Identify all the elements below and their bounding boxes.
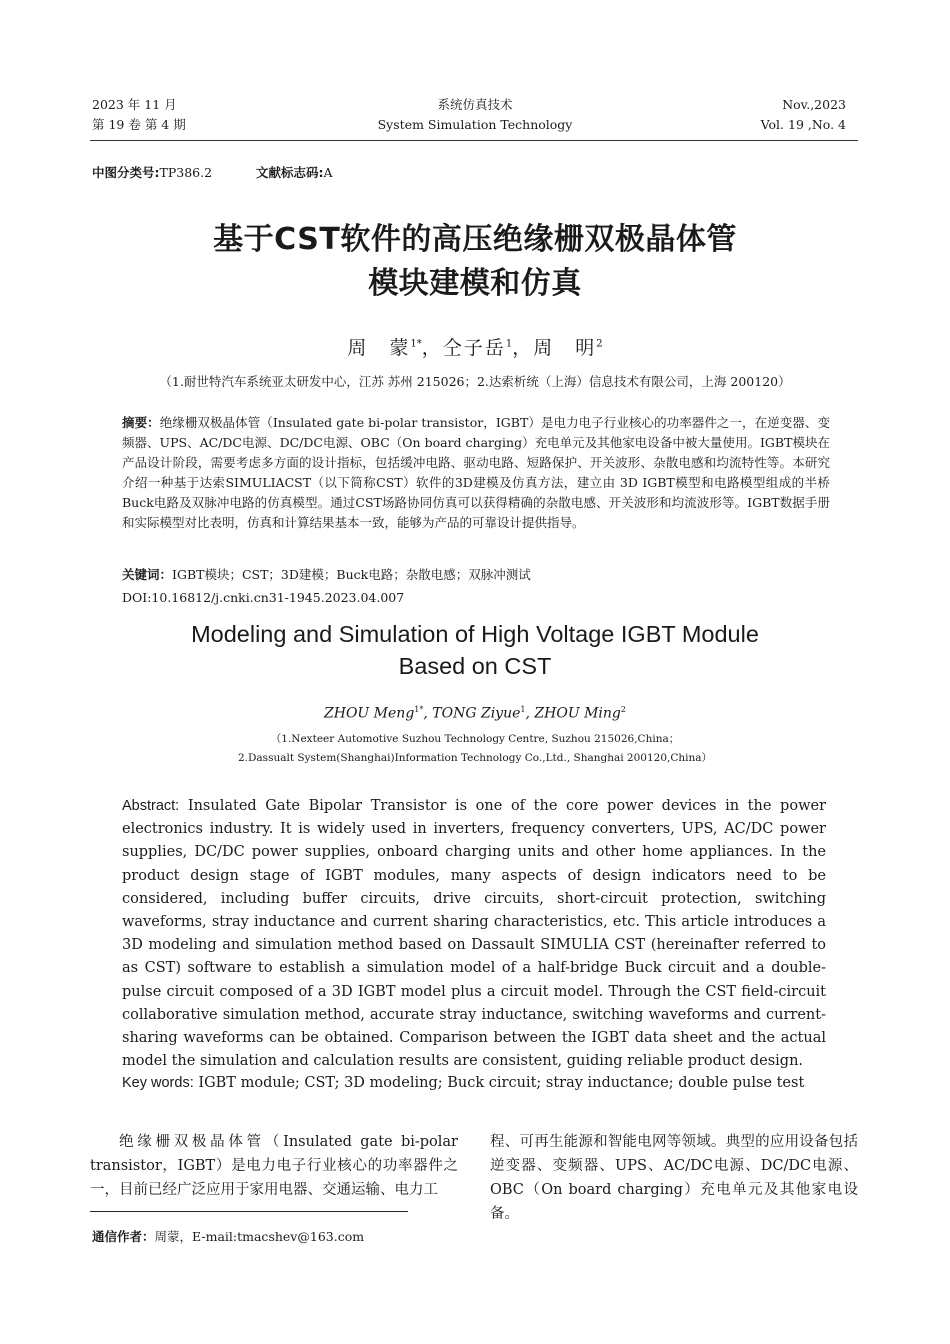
header-date-en: Nov.,2023	[782, 97, 846, 112]
footnote-label: 通信作者：	[92, 1229, 155, 1244]
keywords-cn	[122, 565, 531, 583]
author-3-en-affil: 2	[620, 705, 626, 714]
title-en	[0, 618, 950, 682]
doi: DOI:10.16812/j.cnki.cn31-1945.2023.04.007	[122, 590, 405, 605]
author-2-en: TONG Ziyue	[432, 705, 521, 722]
keywords-en-label: Key words:	[122, 1075, 194, 1091]
title-cn	[0, 218, 950, 306]
classification-line	[92, 163, 333, 181]
header-issue-en	[761, 95, 846, 135]
affiliation-cn: （1.耐世特汽车系统亚太研发中心，江苏 苏州 215026；2.达索析统（上海）信息技术有限公司，上海 200120）	[159, 374, 791, 389]
doc-code-label: 文献标志码:	[256, 165, 324, 180]
author-2-en-affil: 1	[520, 705, 526, 714]
abstract-en	[122, 795, 826, 1073]
author-1-cn-affil: 1*	[410, 338, 422, 350]
keywords-cn-label: 关键词：	[122, 567, 173, 582]
header-journal-en: System Simulation Technology	[377, 117, 573, 132]
abstract-cn-text: 绝缘栅双极晶体管（Insulated gate bi-polar transistor，IGBT）是电力电子行业核心的功率器件之一，在逆变器、变频器、UPS、AC/DC电源、DC/DC电源、OBC（On board charging）充电单元及其他家电设备中被大量使用。IGBT模块在产品设计阶段，需要考虑多方面的设计指标，包括缓冲电路、驱动电路、短路保护、开关波形、杂散电感和均流特性等。本研究介绍一种基于达索SIMULIACST（以下简称CST）软件的3D建模及仿真方法，建立由 3D IGBT模型和电路模型组成的半桥Buck电路及双脉冲电路的仿真模型。通过CST场路协同仿真可以获得精确的杂散电感、开关波形和均流波形等。IGBT数据手册和实际模型对比表明，仿真和计算结果基本一致，能够为产品的可靠设计提供指导。	[122, 415, 830, 530]
title-en-line-1: Modeling and Simulation of High Voltage IGBT Module	[191, 621, 759, 647]
header-date: 2023 年 11 月	[92, 97, 177, 112]
clc-label: 中图分类号:	[92, 165, 160, 180]
keywords-en-text: IGBT module; CST; 3D modeling; Buck circuit; stray inductance; double pulse test	[198, 1075, 805, 1091]
header-journal-cn: 系统仿真技术	[437, 97, 513, 112]
header-volume: 第 19 卷 第 4 期	[92, 117, 186, 132]
authors-en	[0, 705, 950, 722]
author-1-en-affil: 1*	[414, 705, 424, 714]
abstract-en-label: Abstract:	[122, 798, 180, 814]
affiliation-en	[0, 730, 950, 768]
author-2-cn: 仝子岳	[442, 337, 506, 359]
author-1-cn: 周 蒙	[347, 337, 411, 359]
author-3-en: ZHOU Ming	[534, 705, 621, 722]
author-1-en: ZHOU Meng	[324, 705, 415, 722]
footnote-corresponding-author	[92, 1227, 364, 1245]
author-sep: ,	[423, 705, 433, 722]
author-3-cn: 周 明	[533, 337, 597, 359]
title-cn-line-2: 模块建模和仿真	[368, 266, 582, 301]
footnote-text: 周蒙，E-mail:tmacshev@163.com	[154, 1229, 365, 1244]
title-cn-line-1: 基于CST软件的高压绝缘栅双极晶体管	[213, 222, 737, 257]
abstract-en-text: Insulated Gate Bipolar Transistor is one of the core power devices in the power electronics industry. It is widely used in inverters, frequency converters, UPS, AC/DC power supplies, DC/DC power supplies, onboard charging units and other home appliances. In the product design stage of IGBT modules, many aspects of design indicators need to be considered, including buffer circuits, drive circuits, short-circuit protection, switching waveforms, stray inductance and current sharing characteristics, etc. This article introduces a 3D modeling and simulation method based on Dassault SIMULIA CST (hereinafter referred to as CST) software to establish a simulation model of a half-bridge Buck circuit and a double-pulse circuit composed of a 3D IGBT model plus a circuit model. Through the CST field-circuit collaborative simulation method, accurate stray inductance, switching waveforms and current-sharing waveforms can be obtained. Comparison between the IGBT data sheet and the actual model the simulation and calculation results are consistent, guiding reliable product design.	[122, 798, 826, 1070]
author-sep: ,	[525, 705, 535, 722]
author-sep: ，	[421, 337, 443, 359]
title-en-line-2: Based on CST	[398, 653, 552, 679]
affiliation-en-1: （1.Nexteer Automotive Suzhou Technology Centre, Suzhou 215026,China；	[270, 733, 680, 745]
doc-code-value: A	[323, 165, 333, 180]
body-column-left: 绝缘栅双极晶体管（Insulated gate bi-polar transistor，IGBT）是电力电子行业核心的功率器件之一，目前已经广泛应用于家用电器、交通运输、电力工	[90, 1134, 458, 1198]
author-2-cn-affil: 1	[505, 338, 513, 350]
keywords-en	[122, 1075, 804, 1091]
header-divider	[90, 140, 858, 141]
author-sep: ，	[512, 337, 534, 359]
abstract-cn	[122, 413, 830, 533]
authors-cn	[0, 333, 950, 360]
footnote-divider	[90, 1211, 408, 1212]
header-volume-en: Vol. 19 ,No. 4	[760, 117, 846, 132]
keywords-cn-text: IGBT模块；CST；3D建模；Buck电路；杂散电感；双脉冲测试	[172, 567, 531, 582]
abstract-cn-label: 摘要：	[122, 415, 160, 430]
affiliation-en-2: 2.Dassualt System(Shanghai)Information Technology Co.,Ltd., Shanghai 200120,China）	[237, 752, 713, 764]
author-3-cn-affil: 2	[596, 338, 603, 350]
clc-value: TP386.2	[159, 165, 213, 180]
body-column-right: 程、可再生能源和智能电网等领域。典型的应用设备包括逆变器、变频器、UPS、AC/DC电源、DC/DC电源、OBC（On board charging）充电单元及其他家电设备。	[490, 1134, 858, 1222]
